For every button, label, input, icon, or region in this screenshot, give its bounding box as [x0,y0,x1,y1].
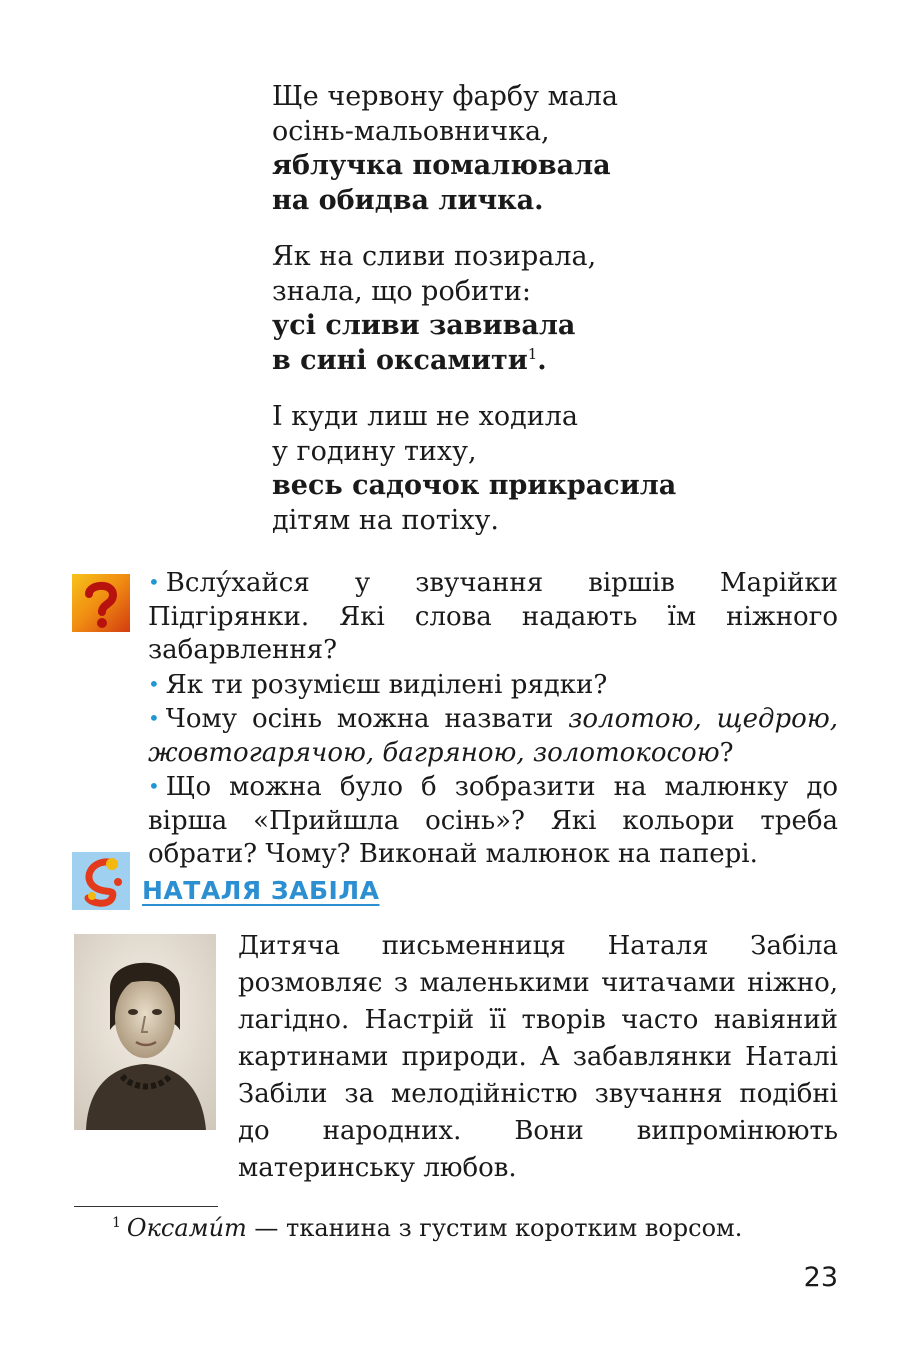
question-item [148,702,838,770]
question-item [148,566,838,668]
poem-stanza [272,400,832,538]
poem-line-text: на обидва личка. [272,184,544,216]
poem-stanza [272,80,832,218]
poem-line [272,504,832,539]
questions-block [148,566,838,872]
footnote-number: 1 [112,1215,121,1231]
poem-line-text: в сині оксамити [272,344,528,376]
poem-stanza [272,240,832,378]
poem-line-text: знала, що робити: [272,275,531,307]
bullet-icon: • [148,570,160,594]
question-item [148,668,838,703]
question-text: Вслу́хайся у звучання віршів Марійки Підгірянки. Які слова надають їм ніжного забарвлення? [148,568,838,665]
poem-line [272,80,832,115]
footnote-ref: 1 [527,344,538,363]
author-bio [238,928,838,1187]
bullet-icon: • [148,671,160,696]
poem-line [272,400,832,435]
question-text: ? [719,737,734,768]
poem-line [272,344,832,379]
author-portrait [74,934,216,1130]
poem-line-text: Ще червону фарбу мала [272,81,618,112]
question-text: Чому осінь можна назвати [165,704,569,734]
poem-line-text: усі сливи завивала [272,310,576,341]
bullet-icon: • [148,774,160,798]
footnote-divider [74,1206,218,1207]
question-item [148,770,838,872]
poem-line [272,184,832,219]
poem-line-text: І куди лиш не ходила [272,401,578,432]
poem-line [272,115,832,150]
poem-line-text: у годину тиху, [272,435,477,467]
ornament-icon [72,852,130,910]
author-bio-text: Дитяча письменниця Наталя Забіла розмовляє з маленькими читачами ніжно, лагідно. Настрій її творів часто навіяний картинами природи. А забавлянки Наталі Забіли за мелодійністю звучання подібні до народних. Вони випромінюють материнську любов. [238,931,838,1183]
poem-line-text: весь садочок прикрасила [272,470,677,501]
poem-line [272,275,832,310]
footnote-text: — тканина з густим коротким ворсом. [246,1214,743,1242]
question-emphasis: золотою, щедрою, жовтогарячою, багряною, золотокосою [148,704,838,768]
poem-line [272,435,832,470]
footnote-term: Оксами́т [126,1214,247,1242]
poem-line [272,309,832,344]
poem-line-text: дітям на потіху. [272,504,500,536]
poem-line-text: яблучка помалювала [272,150,611,181]
footnote [112,1212,832,1244]
author-title: НАТАЛЯ ЗАБІЛА [142,876,380,905]
bullet-icon: • [148,706,160,730]
poem-line-text: осінь-мальовничка, [272,115,550,147]
page-number: 23 [803,1262,838,1293]
poem-line [272,240,832,275]
question-mark-icon [72,574,130,632]
poem-line [272,149,832,184]
poem [272,80,832,560]
poem-line [272,469,832,504]
question-text: Як ти розумієш виділені рядки? [165,669,608,700]
question-text: Що можна було б зобразити на малюнку до вірша «Прийшла осінь»? Які кольори треба обрати? Чому? Виконай малюнок на папері. [148,772,838,869]
poem-line-text: Як на сливи позирала, [272,241,597,272]
poem-line-punct: . [537,344,547,376]
